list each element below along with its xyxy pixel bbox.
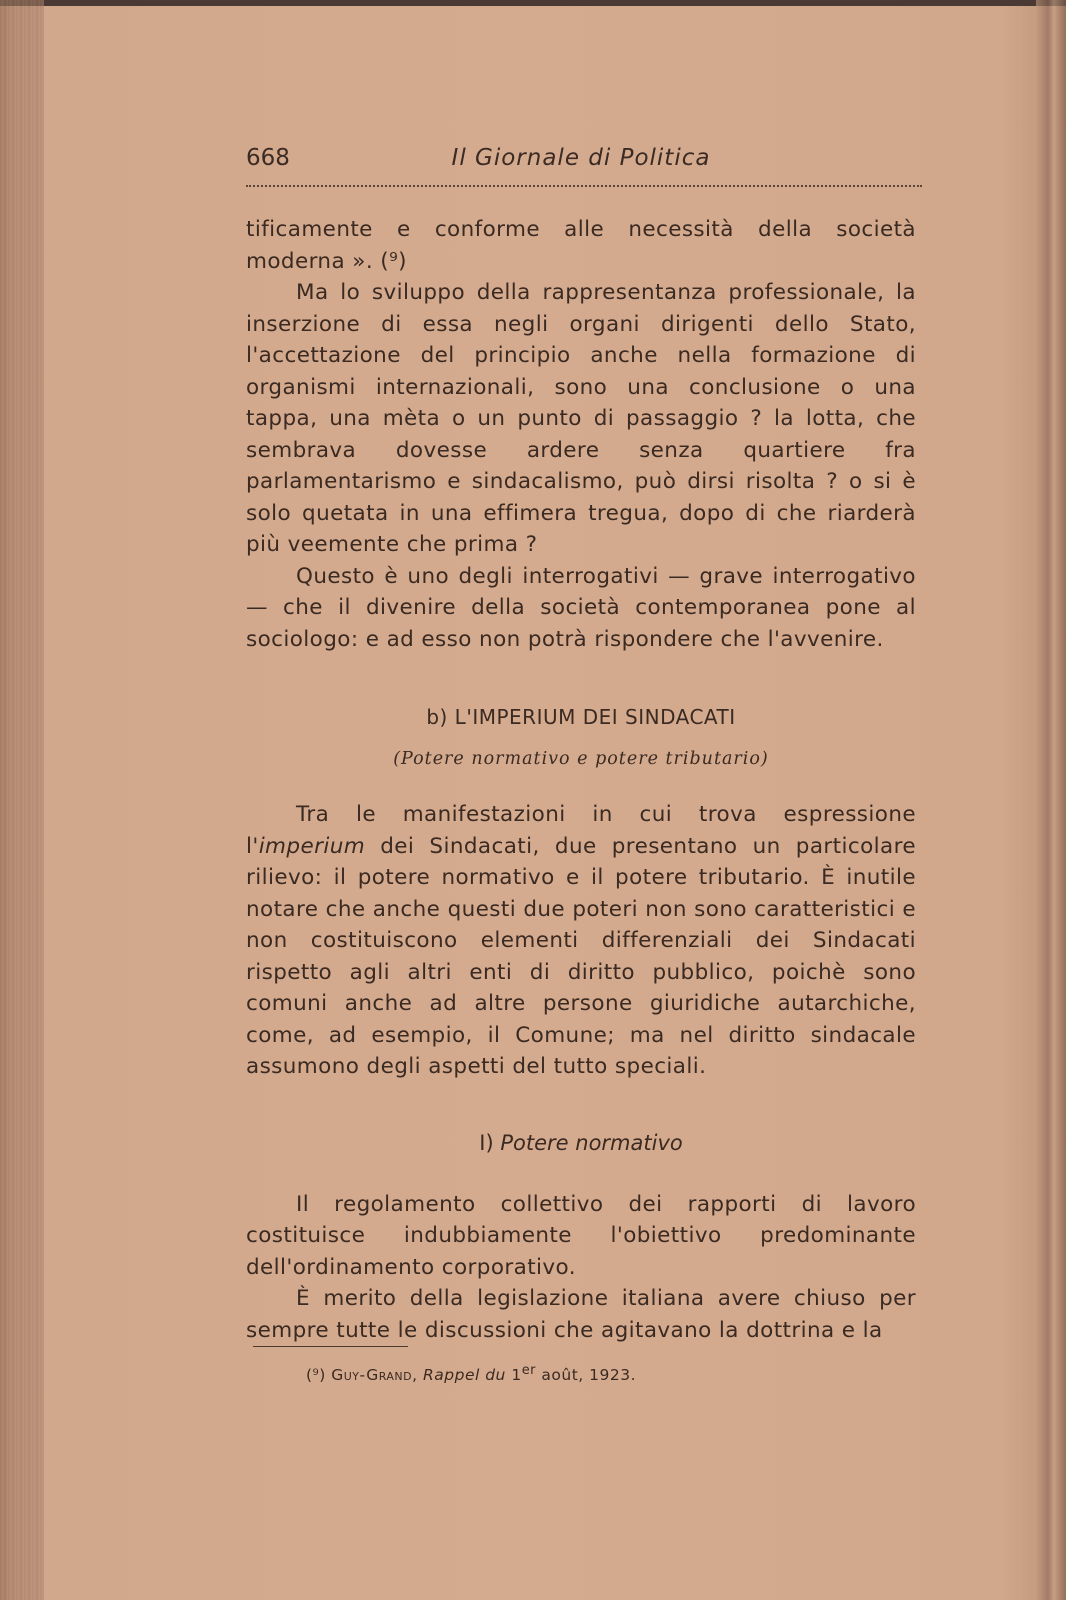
paragraph: Il regolamento collettivo dei rapporti di lavoro costituisce indubbiamente l'obiettivo predominante dell'ordinamento corporativo. [246, 1191, 916, 1280]
paragraph: Questo è uno degli interrogativi — grave interrogativo — che il divenire della società contemporanea pone al sociologo: e ad esso non potrà rispondere che l'avvenire. [246, 563, 916, 652]
section-subtitle: (Potere normativo e potere tributario) [393, 749, 769, 769]
paragraph: È merito della legislazione italiana avere chiuso per sempre tutte le discussioni che agitavano la dottrina e la [246, 1286, 916, 1343]
page-header [246, 142, 916, 178]
footnote-marker: (⁹) [306, 1366, 326, 1385]
page-top-edge [0, 0, 1066, 6]
text-run: Tra le manifestazioni in cui trova espressione l' [246, 802, 916, 859]
footnote-date-sup: er [521, 1363, 536, 1378]
italic-term: imperium [258, 833, 366, 859]
section-title: b) L'IMPERIUM DEI SINDACATI [426, 705, 736, 729]
subsection-name: Potere normativo [500, 1130, 683, 1155]
binding-edge [0, 0, 44, 1600]
text-body [246, 214, 916, 1346]
text-run: dei Sindacati, due presentano un particolare rilievo: il potere normativo e il potere tributario. È inutile notare che anche questi due poteri non sono caratteristici e non costituiscono elementi differenziali dei Sindacati rispetto agli altri enti di diritto pubblico, poichè sono comuni anche ad altre persone giuridiche autarchiche, come, ad esempio, il Comune; ma nel diritto sindacale assumono degli aspetti del tutto speciali. [246, 833, 916, 1079]
page-number: 668 [246, 145, 290, 171]
paragraph [246, 799, 916, 1083]
page-right-edge [1036, 0, 1066, 1600]
paragraph: Ma lo sviluppo della rappresentanza professionale, la inserzione di essa negli organi dirigenti dello Stato, l'accettazione del principio anche nella formazione di organismi internazionali, sono una conclusione o una tappa, una mèta o un punto di passaggio ? la lotta, che sembrava dovesse ardere senza quartiere fra parlamentarismo e sindacalismo, può dirsi risolta ? o si è solo quetata in una effimera tregua, dopo di che riarderà più veemente che prima ? [246, 280, 916, 557]
footnote-work: Rappel du [423, 1366, 506, 1385]
paragraph: tificamente e conforme alle necessità della società moderna ». (⁹) [246, 217, 916, 274]
footnote-date-rest: août, 1923. [541, 1366, 637, 1385]
footnote-date-num: 1 [511, 1366, 522, 1385]
footnote-author: Guy-Grand, [331, 1366, 418, 1385]
running-title: Il Giornale di Politica [451, 145, 711, 171]
subsection-number: I) [479, 1130, 494, 1155]
footnote-rule [253, 1346, 408, 1347]
subsection-title [246, 1131, 916, 1155]
footnote [306, 1363, 636, 1384]
header-dotted-rule [246, 185, 922, 187]
